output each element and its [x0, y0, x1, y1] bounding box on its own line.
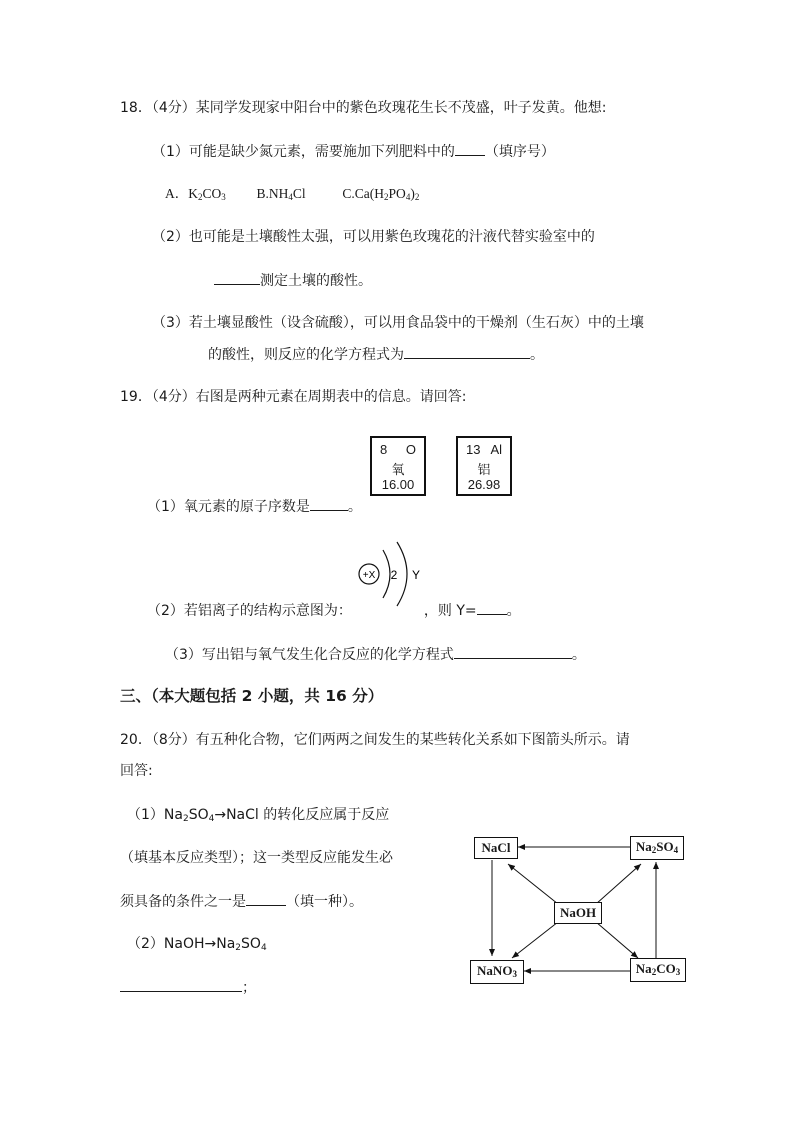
- option-b: $B.NH_4Cl$: [256, 186, 306, 202]
- q19-part3: （3）写出铝与氧气发生化合反应的化学方程式 。: [165, 644, 586, 665]
- q20-answer-blank-1[interactable]: [246, 891, 286, 906]
- q19-answer-blank-2[interactable]: [477, 600, 507, 615]
- compound-nano3: NaNO$_3$: [470, 960, 524, 984]
- q18-stem: 18．（4分）某同学发现家中阳台中的紫色玫瑰花生长不茂盛，叶子发黄。他想:: [120, 100, 607, 116]
- q18-part3: （3）若土壤显酸性（设含硫酸），可以用食品袋中的干燥剂（生石灰）中的土壤: [152, 315, 644, 331]
- q18-answer-blank-2[interactable]: [214, 270, 260, 285]
- q20-part1-cont: （填基本反应类型）；这一类型反应能发生必: [120, 850, 393, 866]
- q20-stem-cont: 回答:: [120, 763, 153, 779]
- compound-nacl: NaCl: [474, 837, 518, 859]
- q18-options: [165, 184, 419, 204]
- q20-part1: $(1)Na_2SO_4\to NaCl$ 的转化反应属于反应: [127, 807, 390, 824]
- element-card-aluminum: 13 Al 铝 26.98: [456, 436, 512, 496]
- element-cards-figure: [364, 428, 516, 508]
- section-3-heading: 三、（本大题包括 2 小题，共 16 分）: [120, 687, 384, 705]
- arrow-naoh-to-nano3: [512, 922, 558, 958]
- q20-answer-blank-2[interactable]: [120, 977, 242, 992]
- q18-answer-blank-3[interactable]: [404, 344, 530, 359]
- q20-part2: $(2)NaOH\to Na_2SO_4$: [127, 936, 267, 953]
- arrow-naoh-to-na2so4: [596, 864, 641, 904]
- q18-part2: （2）也可能是土壤酸性太强，可以用紫色玫瑰花的汁液代替实验室中的: [152, 229, 595, 245]
- arrow-naoh-to-na2co3: [596, 922, 638, 958]
- compound-naoh: NaOH: [554, 902, 602, 924]
- q20-part1-cont2: 须具备的条件之一是 （填一种）。: [120, 891, 363, 912]
- shell1-electrons: 2: [390, 568, 398, 582]
- nucleus-label: +X: [362, 570, 376, 581]
- arrow-naoh-to-nacl: [508, 864, 558, 904]
- q18-part3-cont: 的酸性，则反应的化学方程式为 。: [208, 344, 544, 365]
- q19-stem: 19．（4分）右图是两种元素在周期表中的信息。请回答:: [120, 389, 467, 405]
- compound-na2so4: $Na_2SO_4$: [630, 836, 684, 860]
- q18-part2-cont: 测定土壤的酸性。: [214, 270, 372, 291]
- q19-answer-blank-1[interactable]: [310, 496, 348, 511]
- option-a: A．$K_2CO_3$: [165, 186, 226, 202]
- q19-answer-blank-3[interactable]: [454, 644, 572, 659]
- conversion-diagram: [466, 832, 690, 986]
- element-card-oxygen: 8 O 氧 16.00: [370, 436, 426, 496]
- q19-part1: （1）氧元素的原子序数是 。: [147, 496, 362, 517]
- option-c: $C.Ca(H_2PO_4)_2$: [342, 186, 420, 202]
- shell2-electrons: Y: [411, 568, 421, 582]
- compound-na2co3: $Na_2CO_3$: [630, 958, 686, 982]
- electron-shell-2: [397, 542, 407, 606]
- q18-answer-blank-1[interactable]: [455, 141, 485, 156]
- q20-part2-answer: ；: [120, 977, 256, 998]
- electron-shell-1: [383, 550, 390, 598]
- q20-stem: 20．（8分）有五种化合物，它们两两之间发生的某些转化关系如下图箭头所示。请: [120, 732, 630, 748]
- q19-part2: （2）若铝离子的结构示意图为： ，则 Y= 。: [147, 600, 521, 621]
- q18-part1: （1）可能是缺少氮元素，需要施加下列肥料中的 （填序号）: [152, 141, 555, 162]
